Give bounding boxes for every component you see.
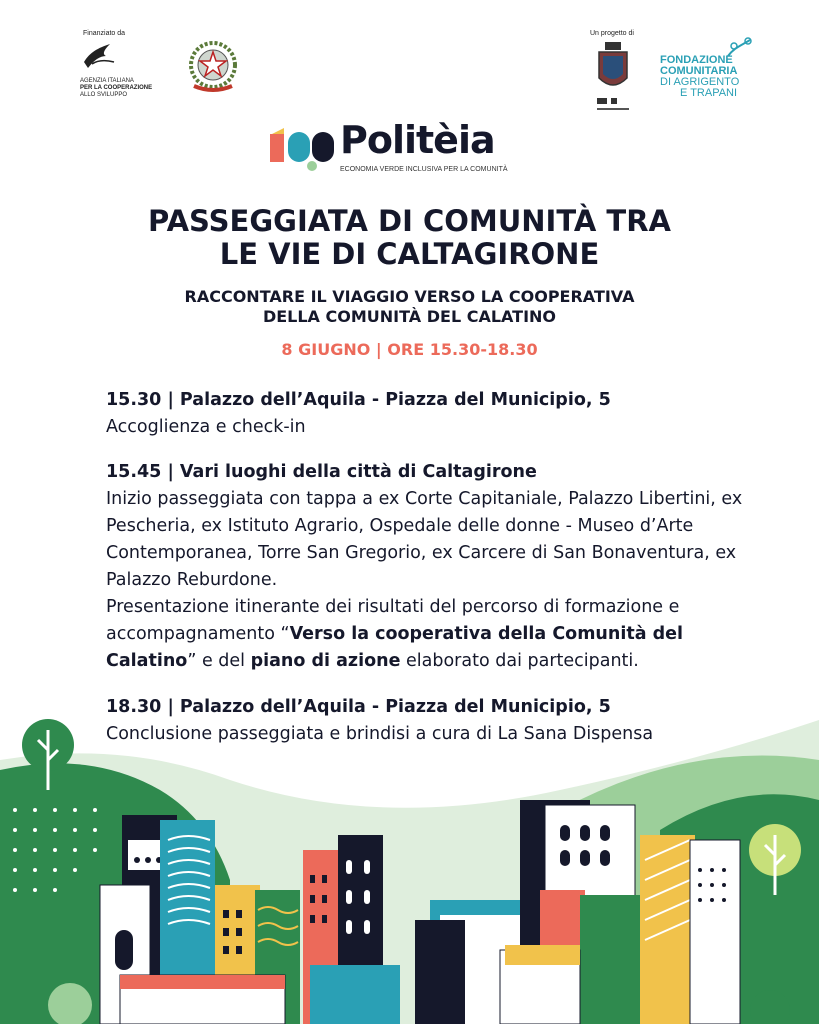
building <box>580 895 640 1024</box>
program-item <box>106 459 746 675</box>
foundation-line-4: E TRAPANI <box>680 87 738 99</box>
event-title-line-1: PASSEGGIATA DI COMUNITÀ TRA <box>148 204 671 238</box>
italian-republic-emblem <box>186 38 240 100</box>
presentation-text-bold-a: Verso la cooperativa della Comunità del Calatino <box>106 624 684 671</box>
foundation-line-1: FONDAZIONE <box>660 54 733 66</box>
emblem-icon <box>186 38 240 96</box>
event-subtitle-line-2: DELLA COMUNITÀ DEL CALATINO <box>262 307 557 326</box>
event-subtitle-line-1: RACCONTARE IL VIAGGIO VERSO LA COOPERATIVA <box>184 287 635 306</box>
presentation-text-bold-b: piano di azione <box>250 651 401 671</box>
program-text: Inizio passeggiata con tappa a ex Corte Capitaniale, Palazzo Libertini, ex Pescheria, ex Istituto Agrario, Ospedale delle donne - Museo d’Arte Contemporanea, Torre San Gregorio, ex Carcere di San Bonaventura, ex Palazzo Reburdone. <box>106 489 743 590</box>
project-by-label: Un progetto di <box>590 30 634 37</box>
agency-line-3: ALLO SVILUPPO <box>80 92 128 98</box>
city-crest <box>593 42 633 118</box>
funded-by-label: Finanziato da <box>83 30 126 37</box>
program-text: Conclusione passeggiata e brindisi a cura di La Sana Dispensa <box>106 724 654 744</box>
building <box>415 920 465 1024</box>
building <box>310 965 400 1024</box>
event-title <box>0 205 819 271</box>
agency-line-2: PER LA COOPERAZIONE <box>80 85 153 91</box>
building <box>690 840 740 1024</box>
politeia-brand <box>270 118 550 183</box>
event-subtitle <box>0 287 819 327</box>
program-text: Accoglienza e check-in <box>106 417 306 437</box>
foundation-logo <box>660 38 770 98</box>
program-heading: 15.45 | Vari luoghi della città di Caltagirone <box>106 462 537 482</box>
event-date: 8 GIUGNO | ORE 15.30-18.30 <box>281 340 538 359</box>
foundation-line-2: COMUNITARIA <box>660 65 738 77</box>
program-heading: 18.30 | Palazzo dell’Aquila - Piazza del Municipio, 5 <box>106 697 611 717</box>
brand-tagline: ECONOMIA VERDE INCLUSIVA PER LA COMUNITÀ <box>340 166 508 173</box>
brand-name: Politèia <box>340 118 495 162</box>
foundation-line-3: DI AGRIGENTO <box>660 76 740 88</box>
dove-icon <box>80 40 120 74</box>
presentation-text-e: elaborato dai partecipanti. <box>400 651 639 671</box>
crest-icon <box>593 42 633 114</box>
presentation-text-a: Presentazione itinerante dei risultati del percorso di formazione e accompagnamento “ <box>106 597 680 644</box>
program-text-presentation <box>106 594 746 675</box>
agency-logo <box>80 40 153 98</box>
city-illustration <box>0 700 819 1024</box>
program-heading: 15.30 | Palazzo dell’Aquila - Piazza del Municipio, 5 <box>106 390 611 410</box>
program-item <box>106 387 746 441</box>
presentation-text-c: ” e del <box>187 651 251 671</box>
event-title-line-2: LE VIE DI CALTAGIRONE <box>219 237 600 271</box>
politeia-mark-icon <box>270 126 336 174</box>
agency-line-1: AGENZIA ITALIANA <box>80 78 134 84</box>
